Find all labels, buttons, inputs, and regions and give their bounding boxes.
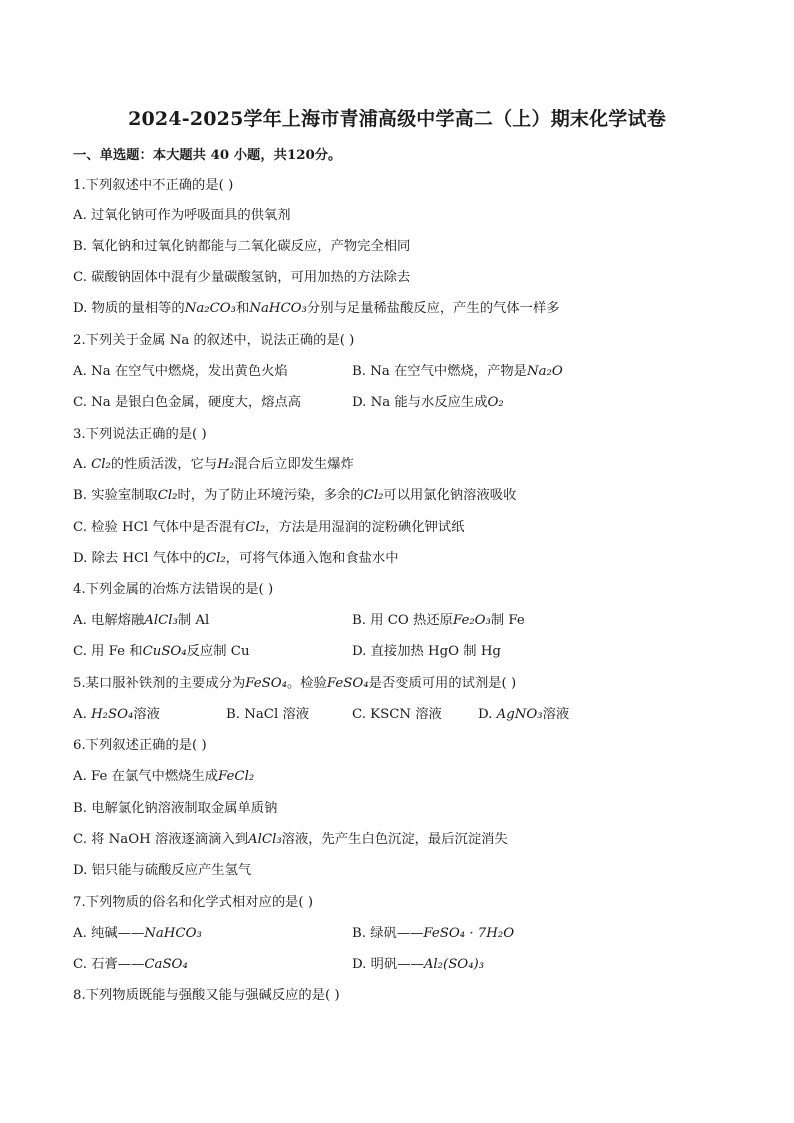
question-3-option-a: A. Cl₂的性质活泼，它与H₂混合后立即发生爆炸: [73, 457, 354, 472]
question-5-stem: 5.某口服补铁剂的主要成分为FeSO₄。检验FeSO₄是否变质可用的试剂是( ): [73, 676, 517, 691]
question-6-option-d: D. 铝只能与硫酸反应产生氢气: [73, 863, 252, 878]
question-1-stem: 1.下列叙述中不正确的是( ): [73, 178, 234, 193]
question-7-option-d: D. 明矾——Al₂(SO₄)₃: [352, 957, 485, 972]
question-4-option-d: D. 直接加热 HgO 制 Hg: [352, 644, 501, 659]
question-8-stem: 8.下列物质既能与强酸又能与强碱反应的是( ): [73, 988, 340, 1003]
question-1-option-b: B. 氧化钠和过氧化钠都能与二氧化碳反应，产物完全相同: [73, 239, 411, 254]
question-3-option-c: C. 检验 HCl 气体中是否混有Cl₂，方法是用湿润的淀粉碘化钾试纸: [73, 520, 465, 535]
question-4-option-a: A. 电解熔融AlCl₃制 Al: [73, 613, 210, 628]
question-1-option-c: C. 碳酸钠固体中混有少量碳酸氢钠，可用加热的方法除去: [73, 270, 411, 285]
section-heading: 一、单选题：本大题共 40 小题，共120分。: [73, 148, 342, 163]
question-5-option-b: B. NaCl 溶液: [226, 707, 310, 722]
question-5-option-d: D. AgNO₃溶液: [478, 707, 570, 722]
question-6-option-a: A. Fe 在氯气中燃烧生成FeCl₂: [73, 769, 255, 784]
question-3-stem: 3.下列说法正确的是( ): [73, 427, 207, 442]
question-3-option-d: D. 除去 HCl 气体中的Cl₂，可将气体通入饱和食盐水中: [73, 551, 399, 566]
question-7-option-c: C. 石膏——CaSO₄: [73, 957, 188, 972]
question-5-option-a: A. H₂SO₄溶液: [73, 707, 160, 722]
question-4-option-c: C. 用 Fe 和CuSO₄反应制 Cu: [73, 644, 250, 659]
question-5-option-c: C. KSCN 溶液: [352, 707, 442, 722]
question-6-option-b: B. 电解氯化钠溶液制取金属单质钠: [73, 801, 278, 816]
question-2-option-d: D. Na 能与水反应生成O₂: [352, 395, 504, 410]
question-1-option-a: A. 过氧化钠可作为呼吸面具的供氧剂: [73, 208, 291, 223]
exam-title: 2024-2025学年上海市青浦高级中学高二（上）期末化学试卷: [128, 108, 666, 130]
question-6-option-c: C. 将 NaOH 溶液逐滴滴入到AlCl₃溶液，先产生白色沉淀，最后沉淀消失: [73, 832, 508, 847]
question-6-stem: 6.下列叙述正确的是( ): [73, 738, 207, 753]
question-1-option-d: D. 物质的量相等的Na₂CO₃和NaHCO₃分别与足量稀盐酸反应，产生的气体一样多: [73, 301, 560, 316]
question-2-option-c: C. Na 是银白色金属，硬度大，熔点高: [73, 395, 302, 410]
question-2-stem: 2.下列关于金属 Na 的叙述中，说法正确的是( ): [73, 333, 355, 348]
question-2-option-b: B. Na 在空气中燃烧，产物是Na₂O: [352, 364, 563, 379]
question-3-option-b: B. 实验室制取Cl₂时，为了防止环境污染，多余的Cl₂可以用氯化钠溶液吸收: [73, 488, 517, 503]
question-7-option-a: A. 纯碱——NaHCO₃: [73, 926, 202, 941]
question-2-option-a: A. Na 在空气中燃烧，发出黄色火焰: [73, 364, 288, 379]
question-7-option-b: B. 绿矾——FeSO₄ · 7H₂O: [352, 926, 515, 941]
question-4-option-b: B. 用 CO 热还原Fe₂O₃制 Fe: [352, 613, 525, 628]
question-4-stem: 4.下列金属的冶炼方法错误的是( ): [73, 582, 274, 597]
question-7-stem: 7.下列物质的俗名和化学式相对应的是( ): [73, 895, 314, 910]
